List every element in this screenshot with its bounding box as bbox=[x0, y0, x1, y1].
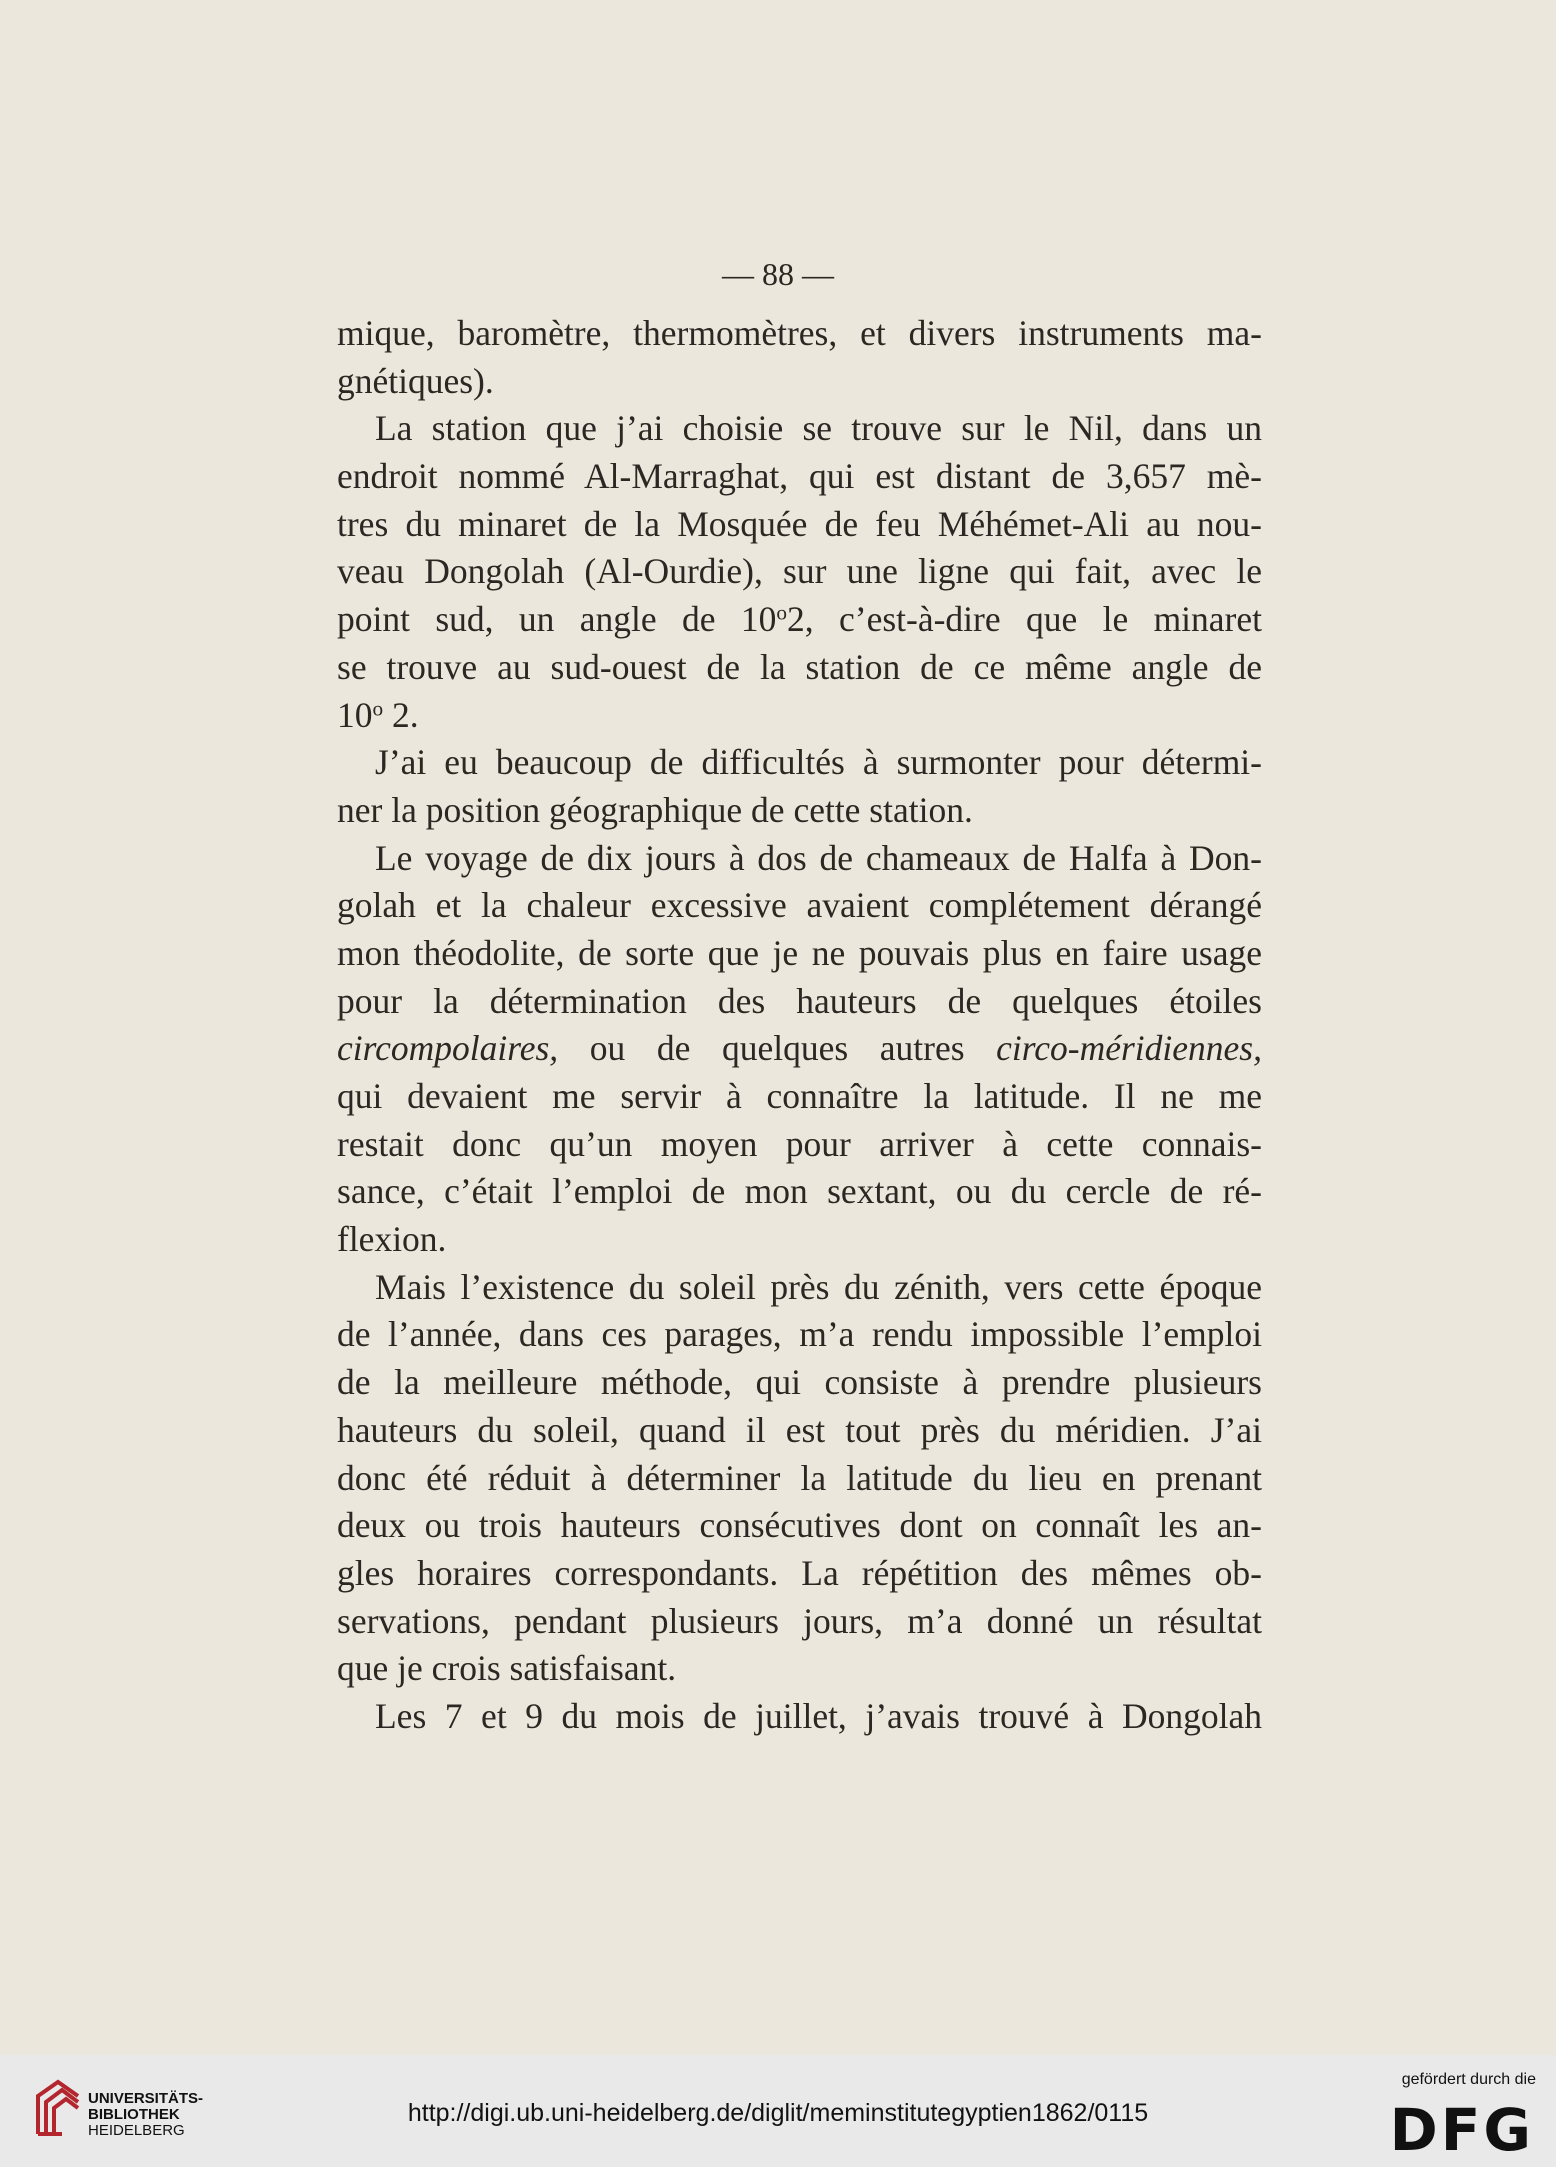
text-line: servations, pendant plusieurs jours, m’a donné un résultat bbox=[337, 1600, 1262, 1641]
library-name-line: UNIVERSITÄTS- bbox=[88, 2090, 204, 2107]
text-line: qui devaient me servir à connaître la latitude. Il ne me bbox=[337, 1076, 1262, 1116]
text-line: golah et la chaleur excessive avaient complétement dérangé bbox=[337, 885, 1262, 926]
text-line: veau Dongolah (Al-Ourdie), sur une ligne qui fait, avec le bbox=[337, 551, 1262, 592]
text-line: Le voyage de dix jours à dos de chameaux de Halfa à Don- bbox=[375, 837, 1262, 878]
text-line: gles horaires correspondants. La répétition des mêmes ob- bbox=[337, 1552, 1262, 1593]
text-line: pour la détermination des hauteurs de quelques étoiles bbox=[337, 980, 1262, 1021]
text-line: mon théodolite, de sorte que je ne pouvais plus en faire usage bbox=[337, 932, 1262, 973]
text-line: deux ou trois hauteurs consécutives dont on connaît les an- bbox=[337, 1505, 1262, 1546]
text-line: point sud, un angle de 10$^o$2, c’est-à-dire que le minaret bbox=[337, 599, 1262, 640]
text-line: hauteurs du soleil, quand il est tout près du méridien. J’ai bbox=[337, 1409, 1262, 1450]
body-text bbox=[337, 310, 1262, 1741]
permalink-url[interactable]: http://digi.ub.uni-heidelberg.de/diglit/meminstitutegyptien1862/0115 bbox=[407, 2099, 1149, 2127]
text-line: de la meilleure méthode, qui consiste à prendre plusieurs bbox=[337, 1362, 1262, 1403]
text-line: flexion. bbox=[337, 1219, 447, 1260]
page-number: — 88 — bbox=[722, 256, 834, 292]
text-line: La station que j’ai choisie se trouve sur le Nil, dans un bbox=[375, 408, 1262, 449]
text-line: restait donc qu’un moyen pour arriver à cette connais- bbox=[337, 1123, 1262, 1164]
text-line: Les 7 et 9 du mois de juillet, j’avais trouvé à Dongolah bbox=[375, 1695, 1262, 1736]
text-line: sance, c’était l’emploi de mon sextant, ou du cercle de ré- bbox=[337, 1171, 1262, 1212]
text-line: Mais l’existence du soleil près du zénith, vers cette époque bbox=[375, 1266, 1262, 1307]
footer-bar bbox=[0, 2055, 1556, 2167]
text-line: circompolaires, ou de quelques autres circo-méridiennes, bbox=[337, 1028, 1262, 1069]
text-line: J’ai eu beaucoup de difficultés à surmonter pour détermi- bbox=[375, 742, 1262, 783]
text-line: gnétiques). bbox=[337, 360, 494, 401]
text-line: de l’année, dans ces parages, m’a rendu impossible l’emploi bbox=[337, 1314, 1262, 1355]
funded-by-label: gefördert durch die bbox=[1401, 2071, 1536, 2088]
text-line: endroit nommé Al-Marraghat, qui est distant de 3,657 mè- bbox=[337, 456, 1262, 497]
library-name-line: BIBLIOTHEK bbox=[88, 2106, 180, 2123]
text-line: tres du minaret de la Mosquée de feu Méhémet-Ali au nou- bbox=[337, 503, 1262, 544]
text-line: 10$^o$ 2. bbox=[337, 694, 419, 735]
dfg-logo[interactable]: DFG bbox=[1389, 2096, 1534, 2164]
text-line: que je crois satisfaisant. bbox=[337, 1648, 677, 1689]
text-line: mique, baromètre, thermomètres, et divers instruments ma- bbox=[337, 313, 1262, 353]
text-line: ner la position géographique de cette station. bbox=[337, 789, 973, 830]
library-name-line: HEIDELBERG bbox=[88, 2122, 185, 2139]
text-line: se trouve au sud-ouest de la station de ce même angle de bbox=[337, 646, 1262, 687]
text-line: donc été réduit à déterminer la latitude du lieu en prenant bbox=[337, 1457, 1262, 1498]
